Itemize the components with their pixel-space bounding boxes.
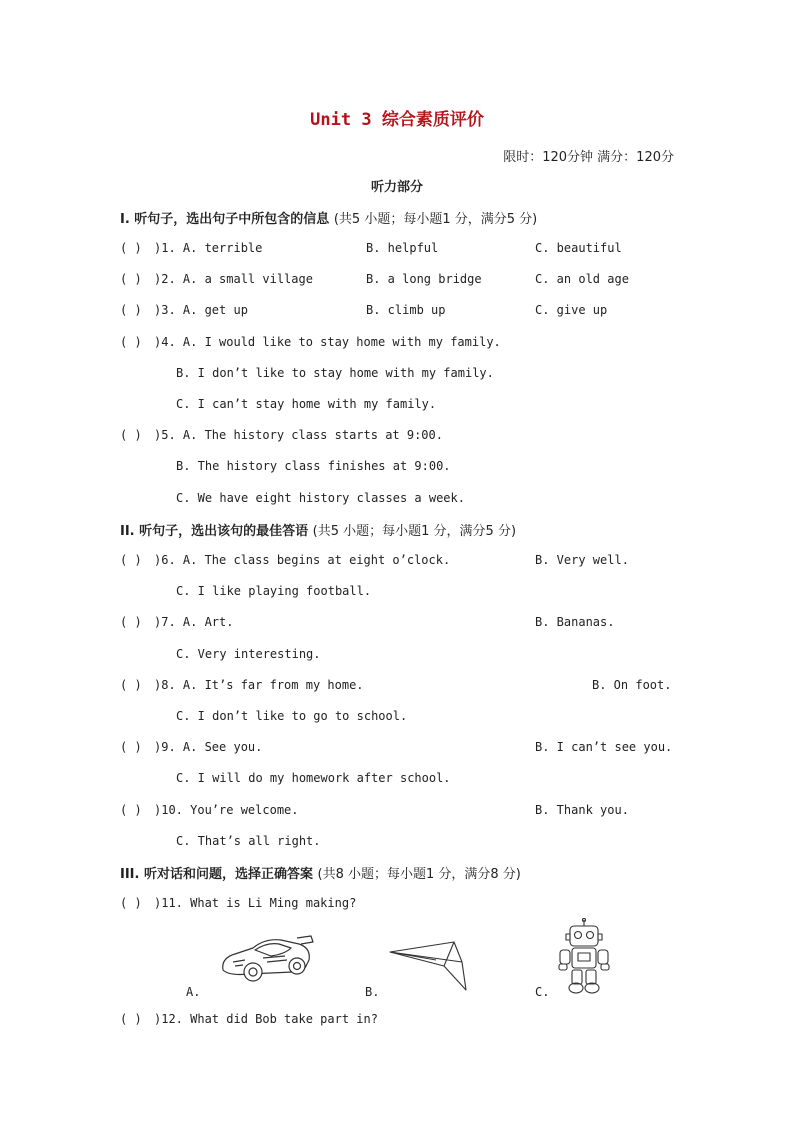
part-title: 听力部分	[370, 180, 423, 195]
question-8-option-c: C. I don’t like to go to school.	[176, 709, 408, 723]
answer-blank[interactable]: ( )	[120, 896, 142, 910]
question-2-option-a: )2. A. a small village	[154, 272, 313, 286]
answer-blank[interactable]: ( )	[120, 303, 142, 317]
question-4-option-c: C. I can’t stay home with my family.	[176, 397, 437, 411]
question-11-stem: )11. What is Li Ming making?	[154, 896, 357, 910]
question-6-option-a: )6. A. The class begins at eight o’clock.	[154, 553, 451, 567]
question-1-option-c: C. beautiful	[535, 241, 622, 255]
section-heading-3	[120, 863, 521, 882]
answer-blank[interactable]: ( )	[120, 740, 142, 754]
answer-blank[interactable]: ( )	[120, 553, 142, 567]
picture-a-label: A.	[186, 985, 201, 999]
question-9-option-a: )9. A. See you.	[154, 740, 263, 754]
answer-blank[interactable]: ( )	[120, 615, 142, 629]
answer-blank[interactable]: ( )	[120, 428, 142, 442]
question-2-option-b: B. a long bridge	[366, 272, 482, 286]
question-4-option-b: B. I don’t like to stay home with my family.	[176, 366, 494, 380]
toy-robot-icon	[556, 918, 612, 996]
section-heading-2	[120, 520, 516, 539]
question-7-option-c: C. Very interesting.	[176, 647, 321, 661]
question-7-option-a: )7. A. Art.	[154, 615, 234, 629]
question-12-stem: )12. What did Bob take part in?	[154, 1012, 378, 1026]
question-1-option-a: )1. A. terrible	[154, 241, 263, 255]
question-10-option-b: B. Thank you.	[535, 803, 629, 817]
question-5-option-a: )5. A. The history class starts at 9:00.	[154, 428, 443, 442]
answer-blank[interactable]: ( )	[120, 678, 142, 692]
question-9-option-b: B. I can’t see you.	[535, 740, 673, 754]
question-6-option-b: B. Very well.	[535, 553, 629, 567]
question-9-option-c: C. I will do my homework after school.	[176, 771, 451, 785]
time-score-info: 限时：120分钟 满分：120分	[503, 150, 674, 165]
picture-b-label: B.	[365, 985, 380, 999]
question-10-option-a: )10. You’re welcome.	[154, 803, 299, 817]
page-title: Unit 3 综合素质评价	[310, 110, 484, 130]
question-5-option-b: B. The history class finishes at 9:00.	[176, 459, 451, 473]
question-1-option-b: B. helpful	[366, 241, 439, 255]
question-5-option-c: C. We have eight history classes a week.	[176, 491, 465, 505]
question-2-option-c: C. an old age	[535, 272, 629, 286]
section-heading-note: (共5 小题；每小题1 分，满分5 分)	[333, 212, 538, 227]
answer-blank[interactable]: ( )	[120, 803, 142, 817]
picture-c-label: C.	[535, 985, 550, 999]
question-10-option-c: C. That’s all right.	[176, 834, 321, 848]
answer-blank[interactable]: ( )	[120, 272, 142, 286]
paper-plane-icon	[388, 940, 468, 992]
section-heading-text: III. 听对话和问题，选择正确答案	[120, 867, 313, 882]
section-heading-note: (共8 小题；每小题1 分，满分8 分)	[317, 867, 521, 882]
section-heading-text: II. 听句子，选出该句的最佳答语	[120, 524, 309, 539]
question-8-option-a: )8. A. It’s far from my home.	[154, 678, 364, 692]
answer-blank[interactable]: ( )	[120, 335, 142, 349]
question-3-option-c: C. give up	[535, 303, 608, 317]
section-heading-note: (共5 小题；每小题1 分，满分5 分)	[312, 524, 517, 539]
question-7-option-b: B. Bananas.	[535, 615, 615, 629]
answer-blank[interactable]: ( )	[120, 1012, 142, 1026]
question-8-option-b: B. On foot.	[592, 678, 672, 692]
question-3-option-b: B. climb up	[366, 303, 446, 317]
question-3-option-a: )3. A. get up	[154, 303, 248, 317]
answer-blank[interactable]: ( )	[120, 241, 142, 255]
section-heading-text: I. 听句子，选出句子中所包含的信息	[120, 212, 330, 227]
section-heading-1	[120, 208, 537, 227]
question-4-option-a: )4. A. I would like to stay home with my family.	[154, 335, 501, 349]
toy-car-icon	[215, 928, 315, 990]
question-6-option-c: C. I like playing football.	[176, 584, 372, 598]
